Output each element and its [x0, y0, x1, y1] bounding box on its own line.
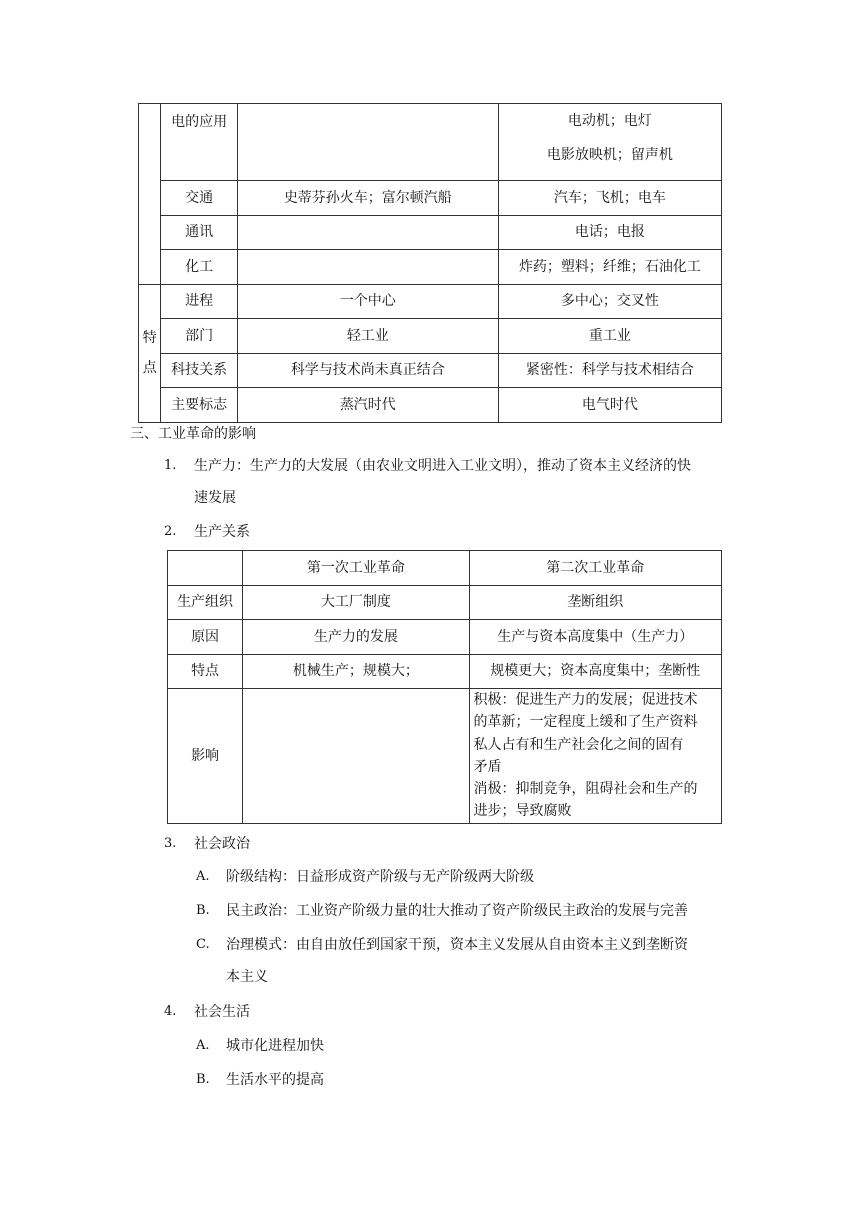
row-label: 科技关系: [161, 353, 237, 388]
second-revolution-cell: 垄断组织: [469, 585, 721, 620]
sub-item-letter: B.: [196, 1072, 210, 1087]
cell-line: 的革新；一定程度上缓和了生产资料: [473, 714, 698, 731]
table-row: [139, 104, 722, 181]
table-row: [139, 181, 722, 216]
row-label: 部门: [161, 319, 237, 354]
first-revolution-cell: 史蒂芬孙火车；富尔顿汽船: [237, 181, 498, 216]
list-number: 3.: [164, 836, 177, 851]
sub-item-text: 民主政治：工业资产阶级力量的壮大推动了资产阶级民主政治的发展与完善: [226, 903, 688, 919]
first-revolution-cell: 一个中心: [237, 284, 498, 319]
first-revolution-cell: 轻工业: [237, 319, 498, 354]
list-number: 1.: [164, 458, 177, 473]
first-revolution-cell: [237, 215, 498, 250]
second-revolution-cell: 电话；电报: [498, 215, 721, 250]
cell-line: 积极：促进生产力的发展；促进技术: [473, 692, 698, 708]
list-item-text: 社会生活: [194, 1004, 250, 1020]
list-item-text: 社会政治: [194, 836, 250, 852]
group-label-char: 特: [142, 330, 157, 346]
second-revolution-cell: 紧密性：科学与技术相结合: [498, 353, 721, 388]
second-revolution-cell: 汽车；飞机；电车: [498, 181, 721, 216]
sub-item-letter: B.: [196, 903, 210, 918]
first-revolution-cell: 蒸汽时代: [237, 388, 498, 423]
table-row: [139, 250, 722, 285]
cell-line: 电动机；电灯: [567, 113, 652, 129]
table-row: [168, 620, 722, 655]
first-revolution-cell: 科学与技术尚未真正结合: [237, 353, 498, 388]
cell-line: 私人占有和生产社会化之间的固有: [473, 736, 684, 753]
first-revolution-cell: 机械生产；规模大；: [243, 654, 469, 689]
sub-item-text: 生活水平的提高: [226, 1072, 324, 1088]
table-row: [139, 388, 722, 423]
list-number: 4.: [164, 1004, 177, 1019]
table-row: [139, 215, 722, 250]
row-label: 化工: [161, 250, 237, 285]
list-item-text: 速发展: [194, 490, 236, 506]
cell-line: 电影放映机；留声机: [546, 147, 673, 163]
second-revolution-cell: 重工业: [498, 319, 721, 354]
production-relations-table: [167, 550, 722, 824]
cell-line: 矛盾: [473, 758, 502, 775]
list-number: 2.: [164, 524, 177, 539]
group-label-empty: [139, 104, 161, 285]
first-revolution-cell: [237, 104, 498, 181]
row-label: 通讯: [161, 215, 237, 250]
second-revolution-cell: 生产与资本高度集中（生产力）: [469, 620, 721, 655]
list-item-text: 生产力：生产力的大发展（由农业文明进入工业文明），推动了资本主义经济的快: [194, 458, 691, 474]
cell-line: 消极：抑制竞争，阻碍社会和生产的: [473, 781, 698, 798]
sub-item-text: 阶级结构：日益形成资产阶级与无产阶级两大阶级: [226, 869, 534, 885]
sub-item-text: 本主义: [226, 969, 268, 985]
list-item-text: 生产关系: [194, 524, 250, 540]
sub-item-letter: C.: [196, 937, 210, 952]
second-revolution-cell: 多中心；交叉性: [498, 284, 721, 319]
second-revolution-cell: [469, 689, 721, 824]
cell-line: 进步；导致腐败: [473, 803, 572, 820]
header-cell: 第二次工业革命: [469, 551, 721, 586]
first-revolution-cell: [243, 689, 469, 824]
section-heading: 三、工业革命的影响: [130, 426, 256, 442]
sub-item-text: 城市化进程加快: [226, 1038, 324, 1054]
second-revolution-cell: 炸药；塑料；纤维；石油化工: [498, 250, 721, 285]
first-revolution-cell: 生产力的发展: [243, 620, 469, 655]
row-label: 进程: [161, 284, 237, 319]
first-revolution-cell: [237, 250, 498, 285]
table-row: [139, 319, 722, 354]
group-label-features: [139, 284, 161, 422]
row-label: 影响: [168, 689, 243, 824]
sub-item-letter: A.: [196, 869, 210, 884]
header-cell: 第一次工业革命: [243, 551, 469, 586]
second-revolution-cell: 电气时代: [498, 388, 721, 423]
row-label: 生产组织: [168, 585, 243, 620]
industry-comparison-table: [138, 103, 722, 423]
row-label: 交通: [161, 181, 237, 216]
table-row: [168, 654, 722, 689]
table-row: [168, 585, 722, 620]
table-row: [139, 284, 722, 319]
row-label: 特点: [168, 654, 243, 689]
table-header-row: [168, 551, 722, 586]
row-label: 原因: [168, 620, 243, 655]
sub-item-text: 治理模式：由自由放任到国家干预，资本主义发展从自由资本主义到垄断资: [226, 937, 688, 953]
group-label-char: 点: [142, 360, 157, 376]
sub-item-letter: A.: [196, 1038, 210, 1053]
first-revolution-cell: 大工厂制度: [243, 585, 469, 620]
header-cell: [168, 551, 243, 586]
row-label: 电的应用: [161, 104, 237, 181]
second-revolution-cell: [498, 104, 721, 181]
table-row: [139, 353, 722, 388]
second-revolution-cell: 规模更大；资本高度集中；垄断性: [469, 654, 721, 689]
table-row: [168, 689, 722, 824]
row-label: 主要标志: [161, 388, 237, 423]
